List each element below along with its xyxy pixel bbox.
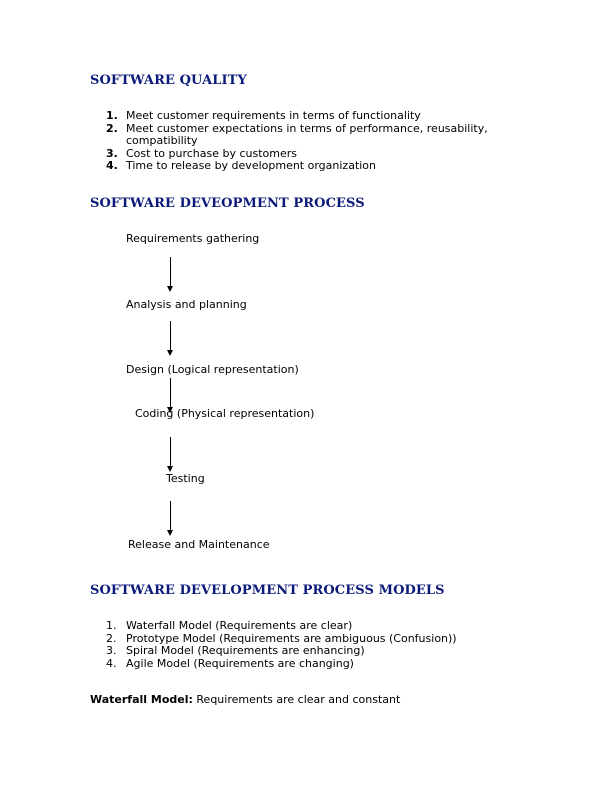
list-text: Waterfall Model (Requirements are clear)	[126, 619, 353, 632]
heading-development-process: SOFTWARE DEVEOPMENT PROCESS	[90, 196, 365, 211]
list-text: Time to release by development organization	[126, 159, 377, 173]
process-step-coding: Coding (Physical representation)	[135, 407, 315, 420]
list-number: 4.	[106, 159, 118, 173]
flow-arrow	[170, 257, 171, 287]
waterfall-label: Waterfall Model:	[90, 693, 193, 706]
list-item	[106, 658, 506, 671]
process-step-analysis: Analysis and planning	[126, 298, 247, 311]
list-number: 3.	[106, 146, 118, 160]
list-item	[106, 123, 506, 148]
heading-software-quality: SOFTWARE QUALITY	[90, 73, 247, 88]
flow-arrow	[170, 501, 171, 531]
list-number: 2.	[106, 631, 117, 645]
list-number: 3.	[106, 644, 117, 658]
list-text: Agile Model (Requirements are changing)	[126, 656, 354, 670]
list-number: 4.	[106, 656, 117, 670]
process-step-requirements: Requirements gathering	[126, 232, 260, 245]
list-text: Spiral Model (Requirements are enhancing)	[126, 644, 365, 658]
process-step-release: Release and Maintenance	[128, 538, 270, 551]
models-list	[106, 620, 506, 670]
heading-process-models: SOFTWARE DEVELOPMENT PROCESS MODELS	[90, 583, 445, 598]
process-step-design: Design (Logical representation)	[126, 363, 299, 376]
quality-list	[106, 110, 506, 173]
list-text: Meet customer expectations in terms of performance, reusability, compatibility	[126, 121, 488, 148]
list-number: 1.	[106, 619, 117, 632]
flow-arrow	[170, 378, 171, 408]
list-number: 2.	[106, 121, 118, 135]
waterfall-description	[90, 693, 400, 706]
flow-arrow	[170, 321, 171, 351]
list-number: 1.	[106, 109, 118, 122]
flow-arrow	[170, 437, 171, 467]
list-text: Prototype Model (Requirements are ambiguous (Confusion))	[126, 631, 457, 645]
list-text: Cost to purchase by customers	[126, 146, 297, 160]
process-step-testing: Testing	[166, 472, 205, 485]
waterfall-text: Requirements are clear and constant	[192, 693, 401, 706]
list-item	[106, 160, 506, 173]
list-text: Meet customer requirements in terms of functionality	[126, 109, 421, 122]
